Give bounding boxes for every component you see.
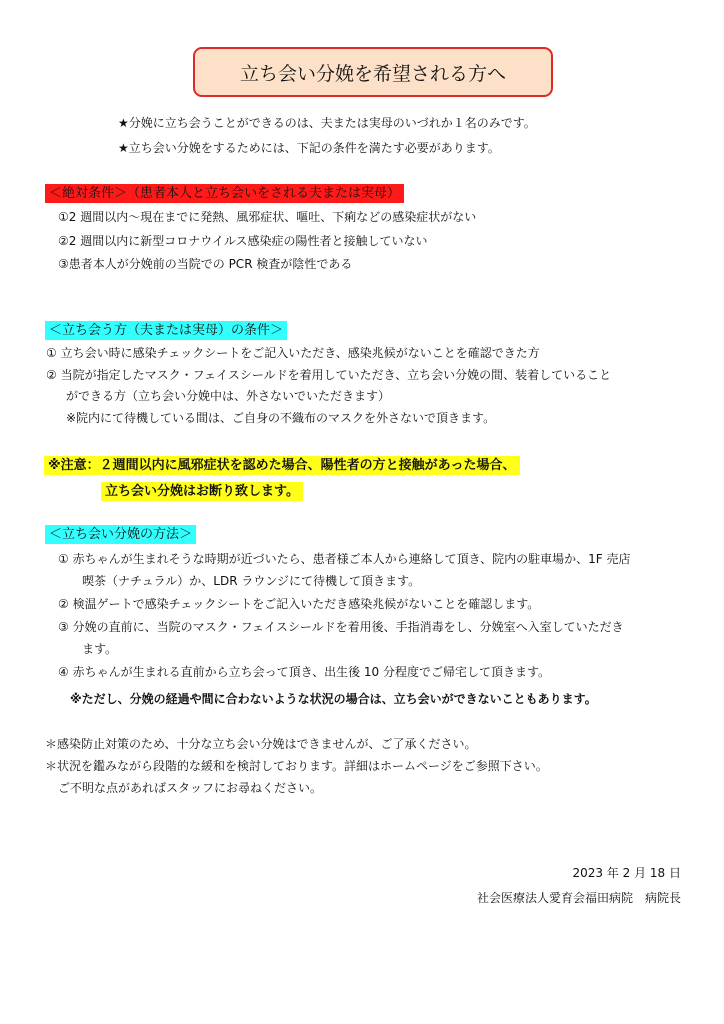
- absolute-conditions-heading-text: ＜絶対条件＞（患者本人と立ち会いをされる夫または実母）: [45, 184, 404, 203]
- caution-line-2: [101, 480, 303, 499]
- document-date: 2023 年 2 月 18 日: [572, 866, 681, 880]
- method-step: ④ 赤ちゃんが生まれる直前から立ち会って頂き、出生後 10 分程度でご帰宅して頂きます。: [58, 665, 551, 679]
- method-step-continued: ます。: [82, 642, 118, 656]
- method-heading-text: ＜立ち会い分娩の方法＞: [45, 525, 196, 544]
- page-title-text: 立ち会い分娩を希望される方へ: [239, 62, 506, 85]
- attendant-conditions-heading: [45, 319, 287, 338]
- attendant-condition-item: ① 立ち会い時に感染チェックシートをご記入いただき、感染兆候がないことを確認できた方: [46, 346, 540, 360]
- attendant-conditions-heading-text: ＜立ち会う方（夫または実母）の条件＞: [45, 321, 287, 340]
- footnote: ＊状況を鑑みながら段階的な緩和を検討しております。詳細はホームページをご参照下さい。: [45, 759, 548, 773]
- page-title: [193, 47, 553, 97]
- attendant-condition-item-continued: ができる方（立ち会い分娩中は、外さないでいただきます）: [66, 389, 391, 403]
- absolute-conditions-heading: [45, 182, 404, 201]
- footnote: ＊感染防止対策のため、十分な立ち会い分娩はできませんが、ご了承ください。: [45, 737, 477, 751]
- document-signature: 社会医療法人愛育会福田病院 病院長: [476, 891, 681, 905]
- caution-line-1: [44, 454, 520, 473]
- method-step: ② 検温ゲートで感染チェックシートをご記入いただき感染兆候がないことを確認します。: [58, 597, 540, 611]
- intro-line-1: ★分娩に立ち会うことができるのは、夫または実母のいづれか１名のみです。: [118, 116, 536, 130]
- method-step: ① 赤ちゃんが生まれそうな時期が近づいたら、患者様ご本人から連絡して頂き、院内の駐車場か、1F 売店: [58, 552, 631, 566]
- attendant-condition-item: ② 当院が指定したマスク・フェイスシールドを着用していただき、立ち会い分娩の間、装着していること: [46, 368, 612, 382]
- method-note: ※ただし、分娩の経過や間に合わないような状況の場合は、立ち会いができないこともあります。: [70, 692, 597, 706]
- footnote: ご不明な点があればスタッフにお尋ねください。: [58, 781, 323, 795]
- method-step-continued: 喫茶（ナチュラル）か、LDR ラウンジにて待機して頂きます。: [82, 574, 421, 588]
- caution-line-1-text: ※注意：２週間以内に風邪症状を認めた場合、陽性者の方と接触があった場合、: [44, 456, 520, 475]
- caution-line-2-text: 立ち会い分娩はお断り致します。: [101, 482, 303, 501]
- absolute-condition-item: ②2 週間以内に新型コロナウイルス感染症の陽性者と接触していない: [58, 234, 428, 248]
- intro-line-2: ★立ち会い分娩をするためには、下記の条件を満たす必要があります。: [118, 141, 500, 155]
- absolute-condition-item: ①2 週間以内～現在までに発熱、風邪症状、嘔吐、下痢などの感染症状がない: [58, 210, 477, 224]
- attendant-condition-note: ※院内にて待機している間は、ご自身の不織布のマスクを外さないで頂きます。: [66, 411, 496, 425]
- absolute-condition-item: ③患者本人が分娩前の当院での PCR 検査が陰性である: [58, 257, 353, 271]
- method-step: ③ 分娩の直前に、当院のマスク・フェイスシールドを着用後、手指消毒をし、分娩室へ入室していただき: [58, 620, 624, 634]
- method-heading: [45, 523, 196, 542]
